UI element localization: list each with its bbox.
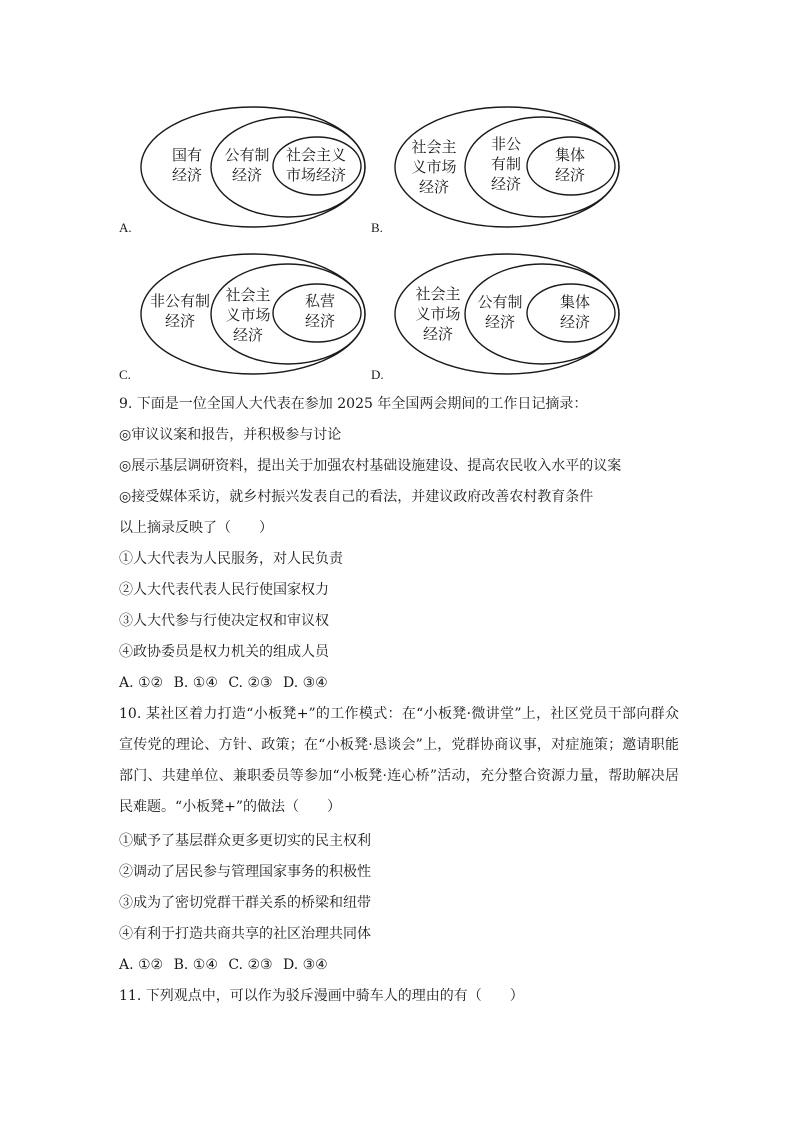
- q10-option-3: ③成为了密切党群干群关系的桥梁和纽带: [119, 895, 371, 911]
- inner-label-line2: 市场经济: [285, 166, 347, 184]
- outer-label-line3: 经济: [418, 178, 450, 196]
- q9-choice-c[interactable]: C. ②③: [228, 675, 273, 691]
- q9-item-1: ◎审议议案和报告，并积极参与讨论: [119, 427, 342, 443]
- q10-option-1: ①赋予了基层群众更多更切实的民主权利: [119, 833, 371, 849]
- q9-option-1: ①人大代表为人民服务，对人民负责: [119, 551, 343, 567]
- outer-label-line2: 义市场: [415, 305, 461, 323]
- q9-item-2: ◎展示基层调研资料，提出关于加强农村基础设施建设、提高农民收入水平的议案: [119, 458, 622, 474]
- middle-label-line2: 经济: [484, 313, 516, 331]
- q10-choices: [119, 955, 334, 975]
- inner-label-line2: 经济: [304, 312, 336, 330]
- q9-item-3: ◎接受媒体采访，就乡村振兴发表自己的看法，并建议政府改善农村教育条件: [119, 489, 594, 505]
- middle-label-line3: 经济: [232, 326, 264, 344]
- q10-choice-b[interactable]: B. ①④: [173, 957, 218, 973]
- middle-label-line2: 经济: [231, 166, 263, 184]
- q9-lead: 以上摘录反映了（ ）: [119, 520, 273, 536]
- q10-choice-c[interactable]: C. ②③: [228, 957, 273, 973]
- middle-label-line1: 公有制: [224, 146, 270, 164]
- inner-label-line1: 私营: [304, 292, 336, 310]
- q9-option-2: ②人大代表代表人民行使国家权力: [119, 582, 329, 598]
- outer-label-line2: 经济: [171, 166, 203, 184]
- outer-label-line2: 经济: [164, 312, 196, 330]
- option-letter-c: C.: [119, 367, 131, 382]
- q11-stem: 11. 下列观点中，可以作为驳斥漫画中骑车人的理由的有（ ）: [119, 988, 524, 1004]
- middle-label-line1: 公有制: [477, 293, 523, 311]
- diagram-c: [140, 251, 372, 377]
- inner-label-line2: 经济: [554, 166, 586, 184]
- inner-label-line1: 社会主义: [285, 146, 347, 164]
- inner-label-line2: 经济: [559, 313, 591, 331]
- q10-option-2: ②调动了居民参与管理国家事务的积极性: [119, 864, 371, 880]
- outer-label-line2: 义市场: [411, 158, 457, 176]
- outer-label-line1: 社会主: [411, 138, 457, 156]
- middle-label-line3: 经济: [490, 175, 522, 193]
- q9-choices: [119, 673, 334, 693]
- option-letter-b: B.: [371, 220, 383, 235]
- q10-stem: 10. 某社区着力打造“小板凳+”的工作模式：在“小板凳·微讲堂”上，社区党员干部向群众宣传党的理论、方针、政策；在“小板凳·恳谈会”上，党群协商议事，对症施策；邀请职能部门、共建单位、兼职委员等参加“小板凳·连心桥”活动，充分整合资源力量，帮助解决居民难题。“小板凳+”的做法（ ）: [119, 706, 679, 815]
- option-letter-d: D.: [371, 367, 384, 382]
- diagram-b: [394, 104, 626, 230]
- middle-label-line2: 有制: [490, 155, 522, 173]
- diagram-d: [394, 251, 626, 377]
- inner-label-line1: 集体: [554, 146, 586, 164]
- inner-label-line1: 集体: [559, 293, 591, 311]
- middle-ellipse: [465, 117, 619, 217]
- outer-label-line1: 国有: [171, 146, 203, 164]
- q9-option-3: ③人大代参与行使决定权和审议权: [119, 613, 329, 629]
- q9-choice-b[interactable]: B. ①④: [173, 675, 218, 691]
- middle-label-line1: 非公: [490, 135, 522, 153]
- option-letter-a: A.: [119, 220, 132, 235]
- middle-label-line1: 社会主: [225, 286, 271, 304]
- q10-choice-d[interactable]: D. ③④: [283, 957, 328, 973]
- q9-choice-a[interactable]: A. ①②: [119, 675, 164, 691]
- diagram-a: [140, 104, 372, 230]
- q10-option-4: ④有利于打造共商共享的社区治理共同体: [119, 926, 371, 942]
- q9-choice-d[interactable]: D. ③④: [283, 675, 328, 691]
- middle-label-line2: 义市场: [225, 306, 271, 324]
- outer-label-line1: 社会主: [415, 285, 461, 303]
- q10-choice-a[interactable]: A. ①②: [119, 957, 164, 973]
- q9-option-4: ④政协委员是权力机关的组成人员: [119, 644, 329, 660]
- outer-label-line1: 非公有制: [149, 292, 211, 310]
- q9-stem: 9. 下面是一位全国人大代表在参加 2025 年全国两会期间的工作日记摘录：: [119, 396, 588, 412]
- outer-label-line3: 经济: [422, 325, 454, 343]
